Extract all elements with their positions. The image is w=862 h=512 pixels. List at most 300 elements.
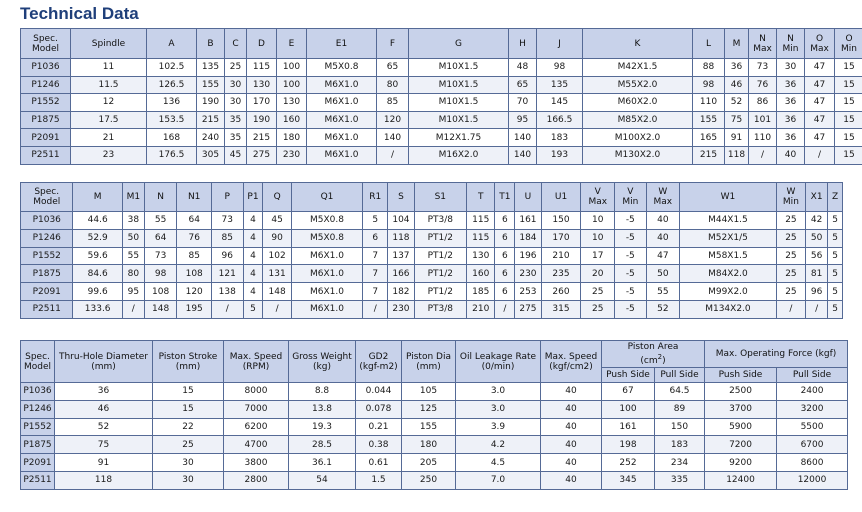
table-cell: M6X1.0	[307, 76, 377, 94]
table-cell: 11.5	[71, 76, 147, 94]
table-cell: 4	[243, 265, 263, 283]
table-cell: 3.0	[456, 400, 541, 418]
table-cell: 10	[581, 229, 615, 247]
table-cell: 1.5	[356, 471, 402, 489]
table-row	[21, 471, 848, 489]
table-cell: 215	[693, 146, 725, 164]
table-cell: 3.0	[456, 383, 541, 401]
table-cell: 59.6	[73, 247, 122, 265]
table-row	[21, 436, 848, 454]
table-cell: 6	[495, 229, 515, 247]
table-cell: 3700	[705, 400, 777, 418]
header-piston-area	[602, 341, 705, 368]
table-cell: 6700	[777, 436, 848, 454]
table-cell: 205	[402, 454, 456, 472]
table-cell: 230	[388, 300, 414, 318]
table-cell: 145	[537, 94, 583, 112]
table-cell: 47	[646, 247, 680, 265]
table-row	[21, 418, 848, 436]
table-cell: 102	[263, 247, 291, 265]
table-cell: 46	[55, 400, 153, 418]
table-cell: PT1/2	[414, 283, 466, 301]
column-header: S1	[414, 183, 466, 212]
table-cell: 30	[777, 59, 805, 77]
table-cell: 183	[537, 129, 583, 147]
table-cell: 80	[377, 76, 409, 94]
table-cell: 120	[177, 283, 212, 301]
table-cell: /	[495, 300, 515, 318]
technical-data-table-1	[20, 28, 862, 165]
model-cell: P1246	[21, 229, 73, 247]
column-header: R1	[363, 183, 388, 212]
table-cell: 305	[197, 146, 225, 164]
table-cell: 35	[225, 111, 247, 129]
column-header: E1	[307, 29, 377, 59]
column-header: G	[409, 29, 509, 59]
table-cell: 105	[402, 383, 456, 401]
table-cell: 4.2	[456, 436, 541, 454]
column-header: N	[144, 183, 177, 212]
table-cell: 36	[777, 76, 805, 94]
table-cell: 4	[243, 212, 263, 230]
table-cell: M134X2.0	[680, 300, 777, 318]
table-cell: 19.3	[289, 418, 356, 436]
table-cell: 12000	[777, 471, 848, 489]
table-cell: 52	[646, 300, 680, 318]
column-header: H	[509, 29, 537, 59]
table-cell: -5	[615, 265, 646, 283]
model-cell: P2091	[21, 454, 55, 472]
table-cell: 13.8	[289, 400, 356, 418]
table-cell: 25	[225, 59, 247, 77]
table-cell: 6	[495, 283, 515, 301]
header-oil-leakage-rate: Oil Leakage Rate (0/min)	[456, 341, 541, 383]
column-header: Q1	[291, 183, 362, 212]
model-cell: P1552	[21, 247, 73, 265]
column-header: J	[537, 29, 583, 59]
table-cell: 40	[541, 383, 602, 401]
table-cell: 86	[749, 94, 777, 112]
table-cell: 15	[835, 76, 862, 94]
column-header: Spec. Model	[21, 183, 73, 212]
column-header: T1	[495, 183, 515, 212]
table-row	[21, 454, 848, 472]
table-cell: 36	[725, 59, 749, 77]
table-cell: 2800	[224, 471, 289, 489]
model-cell: P2511	[21, 300, 73, 318]
table-cell: 0.61	[356, 454, 402, 472]
header-max-speed-kgf: Max. Speed (kgf/cm2)	[541, 341, 602, 383]
table-cell: 253	[515, 283, 541, 301]
table-cell: M6X1.0	[307, 146, 377, 164]
column-header: V Min	[615, 183, 646, 212]
table-cell: 210	[467, 300, 495, 318]
table-cell: 315	[541, 300, 581, 318]
table-cell: 161	[602, 418, 655, 436]
table-cell: M6X1.0	[307, 129, 377, 147]
table-cell: 130	[467, 247, 495, 265]
table-cell: 5900	[705, 418, 777, 436]
table-cell: 100	[602, 400, 655, 418]
table-cell: 55	[646, 283, 680, 301]
column-header: N Min	[777, 29, 805, 59]
model-cell: P1246	[21, 400, 55, 418]
table-cell: M12X1.75	[409, 129, 509, 147]
table-cell: 260	[541, 283, 581, 301]
table-cell: 108	[177, 265, 212, 283]
table-cell: 85	[377, 94, 409, 112]
table-cell: 166	[388, 265, 414, 283]
model-cell: P1036	[21, 59, 71, 77]
table-cell: 30	[225, 94, 247, 112]
table-cell: 182	[388, 283, 414, 301]
table-cell: 8000	[224, 383, 289, 401]
table-cell: 118	[55, 471, 153, 489]
table-cell: 155	[402, 418, 456, 436]
table-cell: 36	[777, 94, 805, 112]
table-cell: 7000	[224, 400, 289, 418]
column-header: B	[197, 29, 225, 59]
table-cell: 5	[828, 283, 843, 301]
table-cell: M99X2.0	[680, 283, 777, 301]
table-cell: 15	[835, 146, 862, 164]
table-cell: 120	[377, 111, 409, 129]
table-cell: 101	[749, 111, 777, 129]
technical-data-table-3	[20, 340, 848, 490]
table-cell: 73	[144, 247, 177, 265]
table-cell: 3800	[224, 454, 289, 472]
table-cell: 5	[243, 300, 263, 318]
header-max-speed-rpm: Max. Speed (RPM)	[224, 341, 289, 383]
table-cell: 275	[247, 146, 277, 164]
table-cell: 155	[693, 111, 725, 129]
table-cell: 64	[177, 212, 212, 230]
table-cell: 0.21	[356, 418, 402, 436]
table-cell: 7	[363, 265, 388, 283]
table-row	[21, 94, 862, 112]
table-cell: PT3/8	[414, 300, 466, 318]
table-cell: 6	[495, 265, 515, 283]
header-max-operating-force: Max. Operating Force (kgf)	[705, 341, 848, 368]
table-cell: 118	[725, 146, 749, 164]
table-cell: 65	[509, 76, 537, 94]
table-cell: M6X1.0	[291, 300, 362, 318]
header-area-push-side: Push Side	[602, 368, 655, 383]
table-cell: 100	[277, 76, 307, 94]
table-cell: 2400	[777, 383, 848, 401]
table-cell: M6X1.0	[291, 247, 362, 265]
header-piston-dia: Piston Dia (mm)	[402, 341, 456, 383]
table-cell: 40	[541, 418, 602, 436]
table-cell: 135	[537, 76, 583, 94]
table-cell: 252	[602, 454, 655, 472]
table-cell: 198	[602, 436, 655, 454]
table-cell: 64.5	[655, 383, 705, 401]
column-header: W1	[680, 183, 777, 212]
table-cell: 36.1	[289, 454, 356, 472]
table-cell: /	[263, 300, 291, 318]
model-cell: P2511	[21, 471, 55, 489]
table-cell: 76	[749, 76, 777, 94]
table-cell: 95	[509, 111, 537, 129]
table-cell: 40	[777, 146, 805, 164]
table-cell: M10X1.5	[409, 59, 509, 77]
table-cell: 30	[153, 471, 224, 489]
table-cell: 40	[541, 454, 602, 472]
table-row	[21, 212, 843, 230]
piston-area-label: Piston Area	[627, 342, 679, 352]
table-cell: 234	[655, 454, 705, 472]
header-force-pull-side: Pull Side	[777, 368, 848, 383]
table-cell: 240	[197, 129, 225, 147]
table-cell: PT1/2	[414, 247, 466, 265]
table-cell: 25	[776, 212, 805, 230]
table-cell: /	[363, 300, 388, 318]
table-cell: 5	[828, 300, 843, 318]
table-cell: 4	[243, 247, 263, 265]
table-cell: 36	[777, 129, 805, 147]
table-cell: M84X2.0	[680, 265, 777, 283]
model-cell: P1552	[21, 94, 71, 112]
table-cell: 5	[828, 229, 843, 247]
table-row	[21, 129, 862, 147]
table-cell: M6X1.0	[291, 283, 362, 301]
table-cell: 7	[363, 247, 388, 265]
table-cell: 91	[725, 129, 749, 147]
table-cell: 38	[122, 212, 144, 230]
table-cell: 47	[805, 111, 835, 129]
table-cell: M10X1.5	[409, 94, 509, 112]
table-cell: 4.5	[456, 454, 541, 472]
table-cell: 52	[55, 418, 153, 436]
table-cell: 48	[509, 59, 537, 77]
table-cell: 136	[147, 94, 197, 112]
table-cell: 55	[122, 247, 144, 265]
column-header: V Max	[581, 183, 615, 212]
table-row	[21, 229, 843, 247]
table-cell: /	[749, 146, 777, 164]
table-cell: 88	[693, 59, 725, 77]
table-cell: 7	[363, 283, 388, 301]
table-row	[21, 383, 848, 401]
table-cell: 85	[177, 247, 212, 265]
table-cell: 126.5	[147, 76, 197, 94]
table-row	[21, 283, 843, 301]
table-cell: 180	[277, 129, 307, 147]
column-header: M	[73, 183, 122, 212]
table-cell: M60X2.0	[583, 94, 693, 112]
table-cell: 185	[467, 283, 495, 301]
table-cell: 46	[725, 76, 749, 94]
table-cell: 176.5	[147, 146, 197, 164]
table-cell: 40	[541, 471, 602, 489]
table-cell: 15	[835, 129, 862, 147]
column-header: N1	[177, 183, 212, 212]
table-cell: 110	[693, 94, 725, 112]
header-spec-model: Spec. Model	[21, 341, 55, 383]
table-cell: 196	[515, 247, 541, 265]
table-row	[21, 247, 843, 265]
table-cell: 180	[402, 436, 456, 454]
column-header: K	[583, 29, 693, 59]
table-cell: 40	[541, 400, 602, 418]
table-cell: 6	[495, 247, 515, 265]
table-cell: PT1/2	[414, 229, 466, 247]
table-cell: 161	[515, 212, 541, 230]
table-cell: 121	[212, 265, 243, 283]
table-cell: 195	[177, 300, 212, 318]
table-cell: 52	[725, 94, 749, 112]
table-cell: 22	[153, 418, 224, 436]
table-cell: 130	[247, 76, 277, 94]
model-cell: P2091	[21, 283, 73, 301]
table-cell: 47	[805, 129, 835, 147]
table-cell: -5	[615, 300, 646, 318]
table-cell: M16X2.0	[409, 146, 509, 164]
column-header: L	[693, 29, 725, 59]
table-cell: 150	[541, 212, 581, 230]
table-cell: 47	[805, 76, 835, 94]
table-cell: 30	[225, 76, 247, 94]
table-cell: 160	[467, 265, 495, 283]
table-cell: /	[377, 146, 409, 164]
table-cell: M10X1.5	[409, 76, 509, 94]
table-cell: 20	[581, 265, 615, 283]
table-cell: 50	[122, 229, 144, 247]
table-cell: 275	[515, 300, 541, 318]
header-thru-hole-diameter: Thru-Hole Diameter (mm)	[55, 341, 153, 383]
table-cell: 11	[71, 59, 147, 77]
table-cell: 118	[388, 229, 414, 247]
column-header: Spec. Model	[21, 29, 71, 59]
table-cell: 45	[225, 146, 247, 164]
table-cell: 25	[776, 229, 805, 247]
table-cell: -5	[615, 229, 646, 247]
table-cell: 155	[197, 76, 225, 94]
column-header: U1	[541, 183, 581, 212]
column-header: O Max	[805, 29, 835, 59]
table-cell: M42X1.5	[583, 59, 693, 77]
table-cell: 98	[144, 265, 177, 283]
table-cell: 250	[402, 471, 456, 489]
table-cell: 98	[693, 76, 725, 94]
table-cell: 15	[153, 383, 224, 401]
table-cell: 47	[805, 59, 835, 77]
table-cell: PT3/8	[414, 212, 466, 230]
table-cell: 184	[515, 229, 541, 247]
table-cell: 70	[509, 94, 537, 112]
table-cell: 25	[153, 436, 224, 454]
column-header: M1	[122, 183, 144, 212]
table-cell: 168	[147, 129, 197, 147]
table-cell: M6X1.0	[307, 111, 377, 129]
column-header: C	[225, 29, 247, 59]
table-cell: 25	[776, 265, 805, 283]
table-cell: 150	[655, 418, 705, 436]
model-cell: P1036	[21, 383, 55, 401]
table-cell: 4	[243, 283, 263, 301]
table-cell: 3.9	[456, 418, 541, 436]
table-cell: 0.044	[356, 383, 402, 401]
table-cell: 148	[144, 300, 177, 318]
model-cell: P2511	[21, 146, 71, 164]
model-cell: P2091	[21, 129, 71, 147]
table-cell: 115	[467, 212, 495, 230]
table-cell: 0.078	[356, 400, 402, 418]
table-cell: 85	[212, 229, 243, 247]
header-force-push-side: Push Side	[705, 368, 777, 383]
table-cell: 64	[144, 229, 177, 247]
table-cell: M52X1/5	[680, 229, 777, 247]
table-cell: 135	[197, 59, 225, 77]
table-cell: 15	[153, 400, 224, 418]
table-cell: 153.5	[147, 111, 197, 129]
column-header: O Min	[835, 29, 862, 59]
table-cell: 95	[122, 283, 144, 301]
table-cell: 7.0	[456, 471, 541, 489]
table-cell: -5	[615, 212, 646, 230]
table-cell: 44.6	[73, 212, 122, 230]
table-cell: 190	[197, 94, 225, 112]
table-cell: 67	[602, 383, 655, 401]
table-cell: 8600	[777, 454, 848, 472]
table-row	[21, 146, 862, 164]
table-cell: 65	[377, 59, 409, 77]
table-cell: 90	[263, 229, 291, 247]
model-cell: P1552	[21, 418, 55, 436]
table-cell: 140	[377, 129, 409, 147]
table-cell: 215	[197, 111, 225, 129]
model-cell: P1246	[21, 76, 71, 94]
table-cell: 56	[806, 247, 828, 265]
table-cell: M55X2.0	[583, 76, 693, 94]
table-cell: 28.5	[289, 436, 356, 454]
table-cell: 4	[243, 229, 263, 247]
table-cell: 215	[247, 129, 277, 147]
technical-data-table-2	[20, 182, 843, 319]
table-cell: 40	[541, 436, 602, 454]
table-cell: 140	[509, 129, 537, 147]
table-cell: 99.6	[73, 283, 122, 301]
column-header: U	[515, 183, 541, 212]
table-cell: 130	[277, 94, 307, 112]
column-header: Q	[263, 183, 291, 212]
table-cell: M130X2.0	[583, 146, 693, 164]
model-cell: P1036	[21, 212, 73, 230]
table-cell: 36	[55, 383, 153, 401]
header-gd2: GD2 (kgf-m2)	[356, 341, 402, 383]
table-cell: 80	[122, 265, 144, 283]
table-cell: M6X1.0	[291, 265, 362, 283]
table-cell: 193	[537, 146, 583, 164]
table-cell: 235	[541, 265, 581, 283]
table-cell: 5	[828, 247, 843, 265]
table-cell: 6200	[224, 418, 289, 436]
model-cell: P1875	[21, 265, 73, 283]
table-cell: M44X1.5	[680, 212, 777, 230]
table-cell: 230	[277, 146, 307, 164]
table-row	[21, 300, 843, 318]
table-cell: 23	[71, 146, 147, 164]
model-cell: P1875	[21, 436, 55, 454]
table-cell: 84.6	[73, 265, 122, 283]
table-cell: M58X1.5	[680, 247, 777, 265]
table-cell: /	[122, 300, 144, 318]
table-cell: 40	[646, 229, 680, 247]
table-cell: 10	[581, 212, 615, 230]
table-cell: 125	[402, 400, 456, 418]
table-cell: 17.5	[71, 111, 147, 129]
